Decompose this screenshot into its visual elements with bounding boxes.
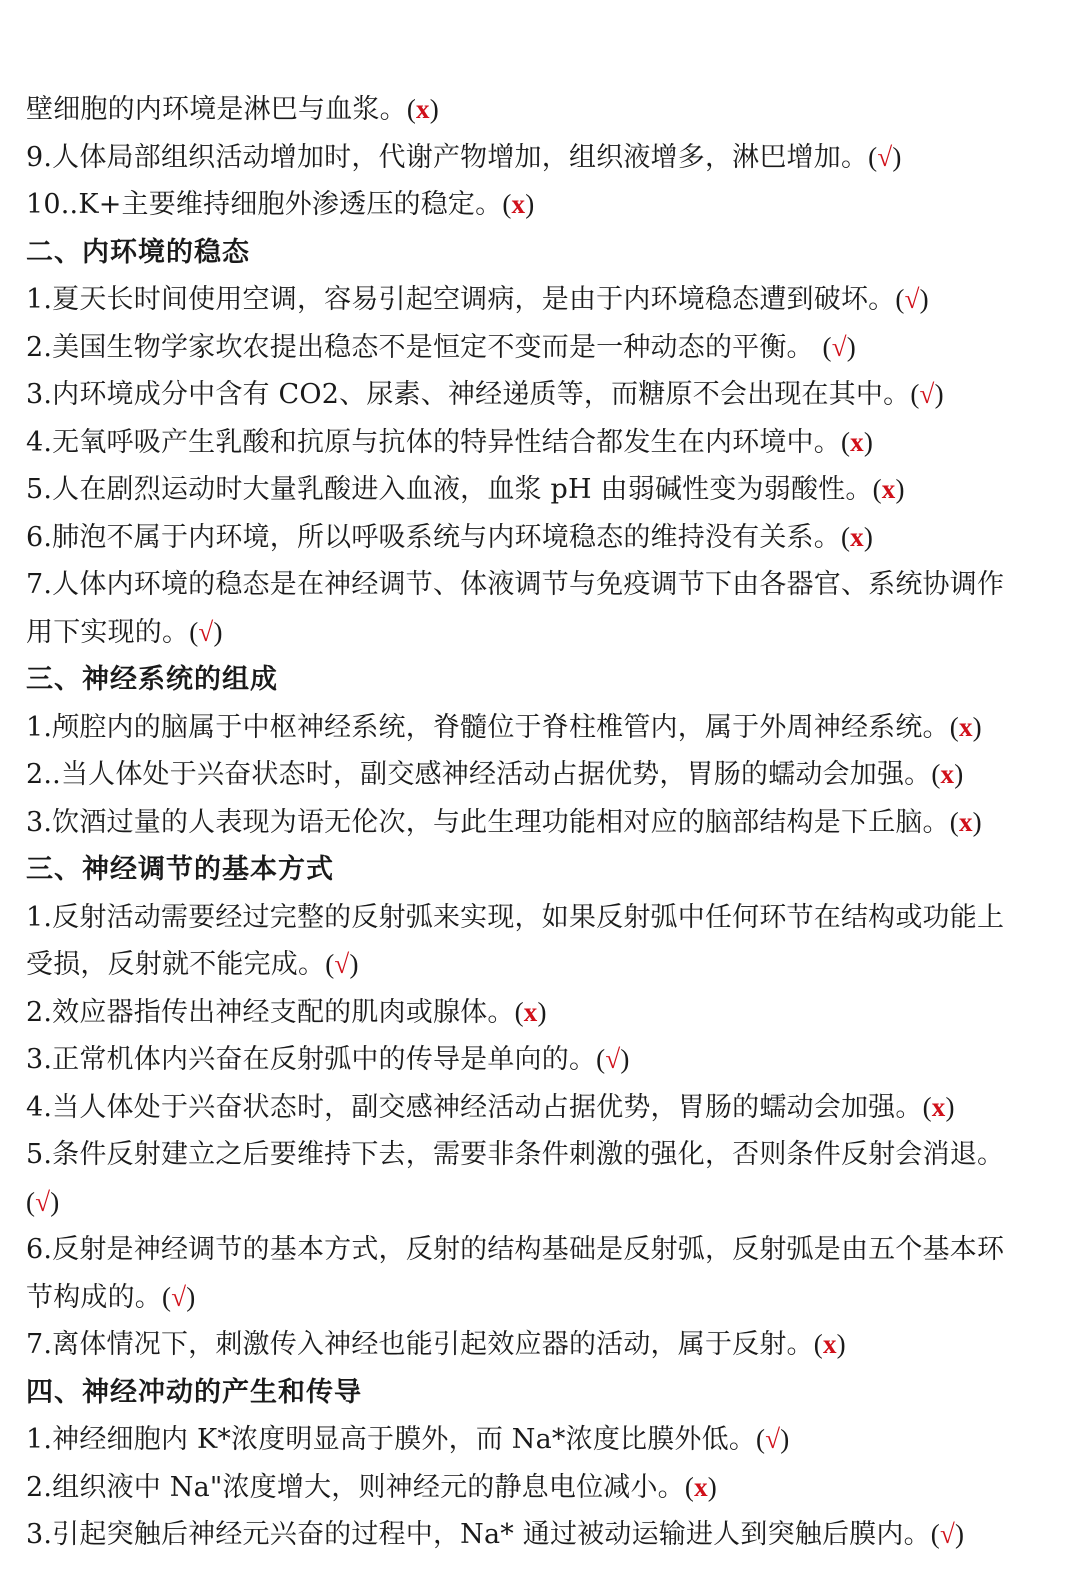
mark-open-paren: ( xyxy=(162,1281,172,1312)
statement-text: 2.美国生物学家坎农提出稳态不是恒定不变而是一种动态的平衡。 xyxy=(26,331,823,363)
true-mark xyxy=(823,332,856,362)
check-mark-value: √ xyxy=(334,949,350,979)
statement-line xyxy=(26,894,1064,942)
statement-text: 4.当人体处于兴奋状态时，副交感神经活动占据优势，胃肠的蠕动会加强。 xyxy=(26,1091,923,1123)
true-mark xyxy=(162,1282,195,1312)
statement-line xyxy=(26,989,1064,1037)
cross-mark-value: x xyxy=(523,996,538,1027)
statement-text: 1.颅腔内的脑属于中枢神经系统，脊髓位于脊柱椎管内，属于外周神经系统。 xyxy=(26,711,950,743)
mark-close-paren: ) xyxy=(525,189,535,219)
mark-close-paren: ) xyxy=(972,806,982,837)
false-mark xyxy=(407,94,439,124)
true-mark xyxy=(596,1044,629,1074)
mark-close-paren: ) xyxy=(955,1519,965,1549)
mark-open-paren: ( xyxy=(868,141,878,172)
statement-line xyxy=(26,514,1064,562)
mark-open-paren: ( xyxy=(930,1519,940,1549)
mark-open-paren: ( xyxy=(840,426,851,457)
statement-text: 4.无氧呼吸产生乳酸和抗原与抗体的特异性结合都发生在内环境中。 xyxy=(26,426,841,458)
false-mark xyxy=(685,1472,717,1502)
mark-close-paren: ) xyxy=(945,1091,955,1122)
mark-open-paren: ( xyxy=(840,521,851,552)
statement-text: 节构成的。 xyxy=(26,1281,162,1313)
mark-open-paren: ( xyxy=(931,759,941,789)
true-mark xyxy=(910,379,943,409)
statement-text: 受损，反射就不能完成。 xyxy=(26,949,326,980)
mark-open-paren: ( xyxy=(596,1044,606,1074)
mark-close-paren: ) xyxy=(707,1471,717,1502)
statement-text: 3.引起突触后神经元兴奋的过程中，Na* 通过被动运输进人到突触后膜内。 xyxy=(26,1519,931,1550)
false-mark xyxy=(923,1092,955,1122)
false-mark xyxy=(950,712,982,742)
statement-line xyxy=(26,1036,1064,1084)
statement-text: 用下实现的。 xyxy=(26,616,190,648)
section-heading: 四、神经冲动的产生和传导 xyxy=(26,1376,362,1408)
mark-close-paren: ) xyxy=(919,284,929,314)
check-mark-value: √ xyxy=(831,331,847,362)
section-heading: 三、神经系统的组成 xyxy=(26,664,278,695)
mark-open-paren: ( xyxy=(910,379,920,409)
statement-line xyxy=(26,609,1064,657)
statement-line xyxy=(26,324,1064,372)
mark-close-paren: ) xyxy=(349,949,359,979)
statement-text: 6.肺泡不属于内环境，所以呼吸系统与内环境稳态的维持没有关系。 xyxy=(26,521,841,553)
cross-mark-value: x xyxy=(822,1329,837,1359)
mark-close-paren: ) xyxy=(863,426,874,457)
mark-open-paren: ( xyxy=(813,1329,823,1359)
statement-text: 1.反射活动需要经过完整的反射弧来实现，如果反射弧中任何环节在结构或功能上 xyxy=(26,901,1005,933)
statement-line xyxy=(26,1226,1064,1274)
mark-open-paren: ( xyxy=(406,94,417,124)
statement-line xyxy=(26,1321,1064,1369)
section-heading: 二、内环境的稳态 xyxy=(26,236,250,268)
cross-mark-value: x xyxy=(958,711,973,742)
check-mark-value: √ xyxy=(939,1519,955,1549)
true-mark xyxy=(895,284,928,314)
statement-text: 10..K+主要维持细胞外渗透压的稳定。 xyxy=(26,189,503,220)
check-mark-value: √ xyxy=(198,616,214,647)
cross-mark-value: x xyxy=(694,1471,708,1502)
false-mark xyxy=(931,759,963,789)
check-mark-value: √ xyxy=(171,1281,187,1312)
mark-close-paren: ) xyxy=(780,1424,790,1454)
mark-close-paren: ) xyxy=(429,94,439,124)
statement-text: 2.组织液中 Na"浓度增大，则神经元的静息电位减小。 xyxy=(26,1471,685,1503)
cross-mark-value: x xyxy=(931,1091,946,1122)
true-mark xyxy=(26,1187,59,1217)
statement-line xyxy=(26,1131,1064,1179)
mark-open-paren: ( xyxy=(922,1091,932,1122)
statement-text: 5.人在剧烈运动时大量乳酸进入血液，血浆 pH 由弱碱性变为弱酸性。 xyxy=(26,474,873,505)
mark-close-paren: ) xyxy=(50,1186,60,1217)
statement-line xyxy=(26,1274,1064,1322)
statement-text: 7.人体内环境的稳态是在神经调节、体液调节与免疫调节下由各器官、系统协调作 xyxy=(26,569,1005,600)
statement-line xyxy=(26,561,1064,609)
statement-line xyxy=(26,181,1064,229)
statement-line xyxy=(26,419,1064,467)
true-mark xyxy=(931,1519,964,1549)
statement-text: 3.内环境成分中含有 CO2、尿素、神经递质等，而糖原不会出现在其中。 xyxy=(26,379,911,410)
false-mark xyxy=(950,807,982,837)
mark-open-paren: ( xyxy=(756,1424,766,1454)
false-mark xyxy=(873,474,905,504)
mark-close-paren: ) xyxy=(620,1044,630,1074)
cross-mark-value: x xyxy=(881,474,896,504)
statement-text: 1.夏天长时间使用空调，容易引起空调病，是由于内环境稳态遭到破坏。 xyxy=(26,284,896,315)
mark-open-paren: ( xyxy=(502,189,512,219)
false-mark xyxy=(814,1329,846,1359)
statement-line xyxy=(26,941,1064,989)
mark-close-paren: ) xyxy=(895,474,905,504)
statement-text: 2.效应器指传出神经支配的肌肉或腺体。 xyxy=(26,996,515,1028)
statement-line xyxy=(26,751,1064,799)
statement-line xyxy=(26,371,1064,419)
mark-close-paren: ) xyxy=(954,759,964,789)
mark-open-paren: ( xyxy=(514,996,524,1027)
true-mark xyxy=(325,949,358,979)
false-mark xyxy=(841,522,873,552)
check-mark-value: √ xyxy=(765,1424,781,1454)
statement-text: 1.神经细胞内 K*浓度明显高于膜外，而 Na*浓度比膜外低。 xyxy=(26,1424,757,1455)
check-mark-value: √ xyxy=(877,141,893,172)
statement-line xyxy=(26,1416,1064,1464)
mark-open-paren: ( xyxy=(684,1471,695,1502)
true-mark xyxy=(868,142,901,172)
mark-close-paren: ) xyxy=(972,711,982,742)
mark-close-paren: ) xyxy=(892,141,902,172)
mark-open-paren: ( xyxy=(872,474,882,504)
statement-line xyxy=(26,466,1064,514)
mark-open-paren: ( xyxy=(325,949,335,979)
cross-mark-value: x xyxy=(511,189,526,219)
statement-line xyxy=(26,799,1064,847)
cross-mark-value: x xyxy=(940,759,955,789)
statement-text: 6.反射是神经调节的基本方式，反射的结构基础是反射弧，反射弧是由五个基本环 xyxy=(26,1234,1005,1265)
statement-line xyxy=(26,134,1064,182)
statement-text: 3.正常机体内兴奋在反射弧中的传导是单向的。 xyxy=(26,1044,597,1075)
statement-text: 9.人体局部组织活动增加时，代谢产物增加，组织液增多，淋巴增加。 xyxy=(26,141,869,173)
statement-text: 壁细胞的内环境是淋巴与血浆。 xyxy=(26,94,407,125)
cross-mark-value: x xyxy=(416,94,430,124)
mark-close-paren: ) xyxy=(846,331,856,362)
false-mark xyxy=(841,427,873,457)
statement-line xyxy=(26,276,1064,324)
mark-close-paren: ) xyxy=(863,521,874,552)
false-mark xyxy=(515,997,547,1027)
mark-close-paren: ) xyxy=(186,1281,196,1312)
statement-line xyxy=(26,1511,1064,1559)
mark-open-paren: ( xyxy=(949,711,959,742)
statement-line xyxy=(26,86,1064,134)
check-mark-value: √ xyxy=(605,1044,621,1074)
check-mark-value: √ xyxy=(35,1186,51,1217)
statement-line xyxy=(26,1084,1064,1132)
mark-open-paren: ( xyxy=(189,616,199,647)
mark-open-paren: ( xyxy=(895,284,905,314)
mark-open-paren: ( xyxy=(949,806,959,837)
true-mark xyxy=(756,1424,789,1454)
section-heading: 三、神经调节的基本方式 xyxy=(26,854,334,885)
statement-text: 2..当人体处于兴奋状态时，副交感神经活动占据优势，胃肠的蠕动会加强。 xyxy=(26,759,932,790)
mark-close-paren: ) xyxy=(836,1329,846,1359)
mark-close-paren: ) xyxy=(213,616,223,647)
statement-line xyxy=(26,1464,1064,1512)
statement-text: 5.条件反射建立之后要维持下去，需要非条件刺激的强化，否则条件反射会消退。 xyxy=(26,1139,1005,1170)
mark-open-paren: ( xyxy=(26,1186,36,1217)
mark-close-paren: ) xyxy=(934,379,944,409)
statement-line xyxy=(26,1179,1064,1227)
mark-open-paren: ( xyxy=(822,331,832,362)
true-mark xyxy=(189,617,222,647)
check-mark-value: √ xyxy=(919,379,935,409)
statement-text: 3.饮酒过量的人表现为语无伦次，与此生理功能相对应的脑部结构是下丘脑。 xyxy=(26,806,950,838)
statement-line xyxy=(26,704,1064,752)
cross-mark-value: x xyxy=(850,426,864,457)
check-mark-value: √ xyxy=(904,284,920,314)
cross-mark-value: x xyxy=(850,521,864,552)
false-mark xyxy=(502,189,534,219)
cross-mark-value: x xyxy=(958,806,973,837)
mark-close-paren: ) xyxy=(537,996,547,1027)
statement-text: 7.离体情况下，刺激传入神经也能引起效应器的活动，属于反射。 xyxy=(26,1329,814,1360)
